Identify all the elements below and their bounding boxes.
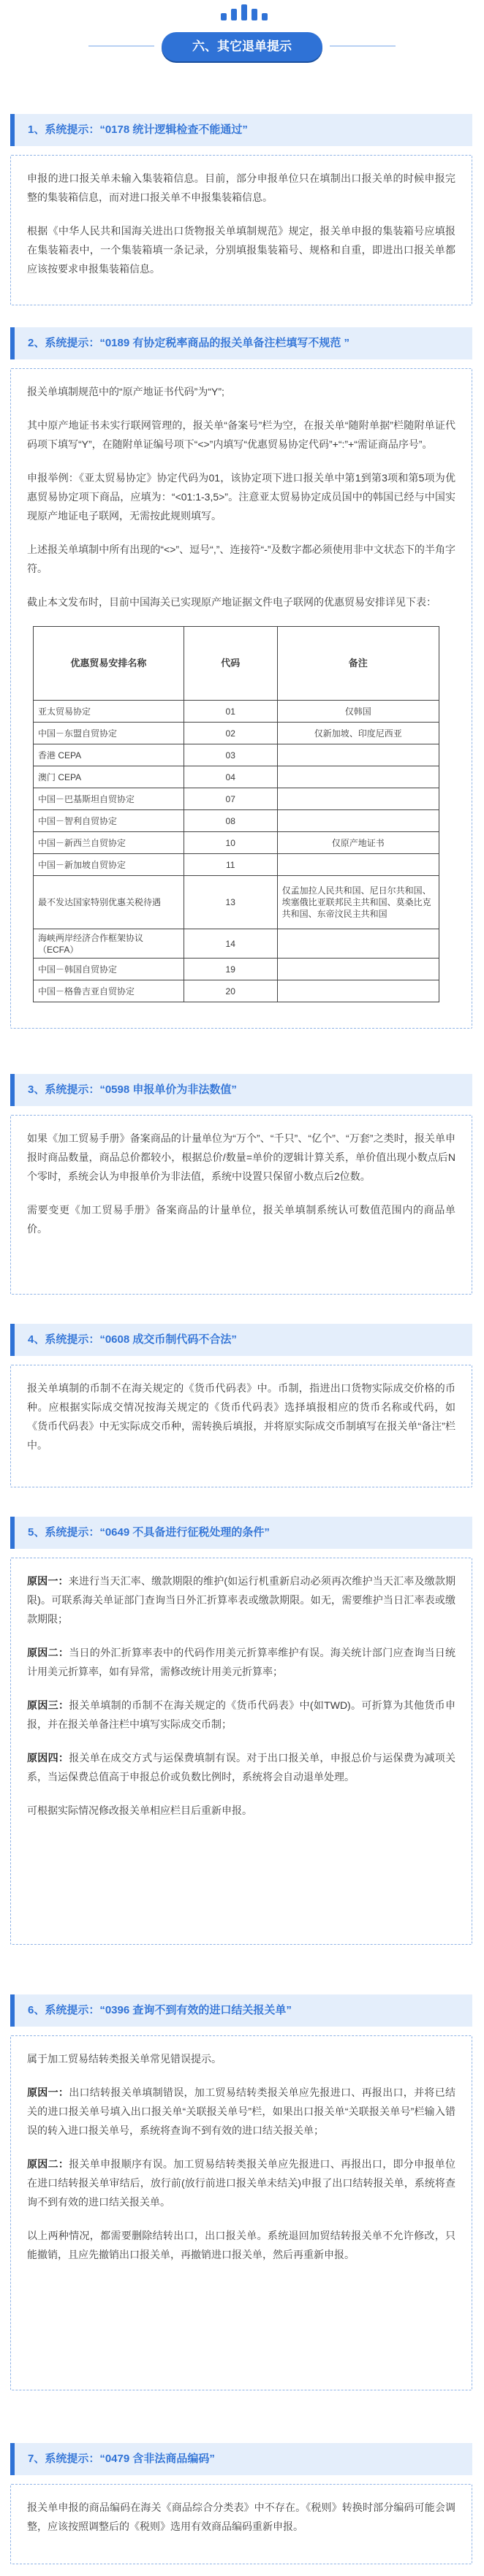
table-cell: 01 [184, 701, 277, 723]
content-box-0396 [10, 2035, 472, 2390]
content-box-0479 [10, 2484, 472, 2564]
reason-label: 原因三： [27, 1699, 69, 1711]
table-cell [277, 766, 439, 788]
reason-text: 当日的外汇折算率表中的代码作用美元折算率维护有误。海关统计部门应查询当日统计用美元折算率，如有异常，需修改统计用美元折算率； [27, 1647, 456, 1677]
paragraph: 可根据实际情况修改报关单相应栏目后重新申报。 [27, 1805, 252, 1816]
heading-0396: 6、系统提示：“0396 查询不到有效的进口结关报关单” [10, 1994, 472, 2027]
content-box-0598 [10, 1115, 472, 1295]
table-row [34, 980, 439, 1002]
table-cell [277, 854, 439, 876]
paragraph [27, 2083, 455, 2140]
table-cell: 亚太贸易协定 [34, 701, 184, 723]
paragraph: 上述报关单填制中所有出现的“<>”、逗号“,”、连接符“-”及数字都必须使用非中文状态下的半角字符。 [27, 544, 455, 574]
table-row [34, 701, 439, 723]
table-row [34, 959, 439, 980]
heading-0608: 4、系统提示：“0608 成交币制代码不合法” [10, 1324, 472, 1356]
paragraph: 申报的进口报关单未输入集装箱信息。目前，部分申报单位只在填制出口报关单的时候申报完整的集装箱信息，而对进口报关单不申报集装箱信息。 [27, 172, 455, 203]
table-cell: 仅新加坡、印度尼西亚 [277, 723, 439, 744]
reason-text: 来进行当天汇率、缴款期限的维护(如运行机重新启动必须再次维护当天汇率及缴款期限)。可联系海关单证部门查询当日外汇折算率表或缴款期限。如无，需要维护当日汇率表或缴款期限； [27, 1575, 455, 1625]
table-cell: 中国－新西兰自贸协定 [34, 832, 184, 854]
paragraph: 其中原产地证书未实行联网管理的，报关单“备案号”栏为空，在报关单“随附单据”栏随附单证代码项下填写“Y”，在随附单证编号项下“<>”内填写“优惠贸易协定代码”+“:”+“需证商品序号”。 [27, 419, 455, 450]
paragraph [27, 1571, 455, 1628]
table-cell: 10 [184, 832, 277, 854]
table-row [34, 832, 439, 854]
table-row [34, 876, 439, 929]
paragraph: 以上两种情况，都需要删除结转出口，出口报关单。系统退回加贸结转报关单不允许修改，只能撤销，且应先撤销出口报关单，再撤销进口报关单，然后再重新申报。 [27, 2230, 455, 2260]
table-cell [277, 980, 439, 1002]
paragraph [27, 1643, 455, 1681]
table-row [34, 744, 439, 766]
content-box-0178 [10, 155, 472, 305]
table-cell [277, 810, 439, 832]
paragraph: 如果《加工贸易手册》备案商品的计量单位为“万个”、“千只”、“亿个”、“万套”之类时，报关单申报时商品数量，商品总价都较小，根据总价/数量=单价的逻辑计算关系，单价值出现小数点后N个零时，系统会认为申报单价为非法值，系统中设置只保留小数点后2位数。 [27, 1132, 455, 1182]
heading-0479: 7、系统提示：“0479 含非法商品编码” [10, 2443, 472, 2475]
table-cell [277, 929, 439, 959]
reason-label: 原因一： [27, 1575, 69, 1587]
table-cell: 香港 CEPA [34, 744, 184, 766]
content-box-0189 [10, 368, 472, 1029]
preferential-trade-table [33, 626, 439, 1002]
table-cell: 最不发达国家特别优惠关税待遇 [34, 876, 184, 929]
table-row [34, 810, 439, 832]
paragraph: 报关单填制规范中的“原产地证书代码”为“Y”; [27, 386, 224, 397]
table-header: 代码 [184, 627, 277, 701]
reason-text: 报关单申报顺序有误。加工贸易结转类报关单应先报进口、再报出口，即分申报单位在进口结转报关单审结后，放行前(放行前进口报关单未结关)申报了出口结转报关单，系统将查询不到有效的进口结关报关单。 [27, 2158, 456, 2208]
table-cell: 08 [184, 810, 277, 832]
table-row [34, 854, 439, 876]
reason-text: 报关单填制的币制不在海关规定的《货币代码表》中(如TWD)。可折算为其他货币申报，并在报关单备注栏中填写实际成交币制； [27, 1699, 455, 1730]
paragraph [27, 1748, 455, 1786]
paragraph: 属于加工贸易结转类报关单常见错误提示。 [27, 2053, 222, 2065]
table-cell: 中国－韩国自贸协定 [34, 959, 184, 980]
paragraph [27, 2154, 455, 2211]
content-box-0608 [10, 1365, 472, 1487]
table-row [34, 929, 439, 959]
paragraph [27, 1696, 455, 1734]
reason-label: 原因二： [27, 2158, 69, 2170]
table-cell: 中国－格鲁吉亚自贸协定 [34, 980, 184, 1002]
table-cell [277, 744, 439, 766]
heading-0178: 1、系统提示：“0178 统计逻辑检查不能通过” [10, 114, 472, 146]
table-cell: 中国－智利自贸协定 [34, 810, 184, 832]
heading-0649: 5、系统提示：“0649 不具备进行征税处理的条件” [10, 1517, 472, 1549]
reason-label: 原因四： [27, 1752, 69, 1764]
content-box-0649 [10, 1558, 472, 1945]
table-cell: 14 [184, 929, 277, 959]
table-cell: 11 [184, 854, 277, 876]
reason-label: 原因二： [27, 1647, 69, 1658]
table-cell [277, 959, 439, 980]
section-title: 六、其它退单提示 [162, 32, 322, 61]
reason-label: 原因一： [27, 2087, 69, 2098]
table-cell: 仅原产地证书 [277, 832, 439, 854]
heading-0598: 3、系统提示：“0598 申报单价为非法数值” [10, 1074, 472, 1106]
table-cell: 03 [184, 744, 277, 766]
reason-text: 出口结转报关单填制错误，加工贸易结转类报关单应先报进口、再报出口，并将已结关的进口报关单号填入出口报关单“关联报关单号”栏，如果出口报关单“关联报关单号”栏输入错误的转入进口报关单号，系统将查询不到有效的进口结关报关单； [27, 2087, 456, 2136]
paragraph: 报关单申报的商品编码在海关《商品综合分类表》中不存在。《税则》转换时部分编码可能会调整，应该按照调整后的《税则》选用有效商品编码重新申报。 [27, 2501, 455, 2532]
table-cell: 02 [184, 723, 277, 744]
heading-0189: 2、系统提示：“0189 有协定税率商品的报关单备注栏填写不规范 ” [10, 327, 472, 359]
table-cell: 07 [184, 788, 277, 810]
table-cell: 仅孟加拉人民共和国、尼日尔共和国、埃塞俄比亚联邦民主共和国、莫桑比克共和国、东帝汶民主共和国 [277, 876, 439, 929]
paragraph: 申报举例：《亚太贸易协定》协定代码为01，该协定项下进口报关单中第1到第3项和第5项为优惠贸易协定项下商品，应填为：“<01:1-3,5>”。注意亚太贸易协定成员国中的韩国已经与中国实现原产地证电子联网，无需按此规则填写。 [27, 472, 455, 522]
reason-text: 报关单在成交方式与运保费填制有误。对于出口报关单，申报总价与运保费为减项关系，当运保费总值高于申报总价或负数比例时，系统将会自动退单处理。 [27, 1752, 456, 1783]
table-cell: 中国－巴基斯坦自贸协定 [34, 788, 184, 810]
table-cell: 中国－新加坡自贸协定 [34, 854, 184, 876]
table-cell: 澳门 CEPA [34, 766, 184, 788]
table-cell: 仅韩国 [277, 701, 439, 723]
table-cell: 海峡两岸经济合作框架协议（ECFA） [34, 929, 184, 959]
table-cell: 04 [184, 766, 277, 788]
table-cell: 19 [184, 959, 277, 980]
title-decoration-icon [221, 4, 268, 20]
table-row [34, 766, 439, 788]
table-cell: 20 [184, 980, 277, 1002]
paragraph: 报关单填制的币制不在海关规定的《货币代码表》中。币制，指进出口货物实际成交价格的币种。应根据实际成交情况按海关规定的《货币代码表》选择填报相应的货币名称或代码，如《货币代码表》中无实际成交币种，需转换后填报，并将原实际成交币制填写在报关单“备注”栏中。 [27, 1382, 455, 1451]
table-row [34, 788, 439, 810]
table-row [34, 723, 439, 744]
paragraph: 需要变更《加工贸易手册》备案商品的计量单位，报关单填制系统认可数值范围内的商品单价。 [27, 1204, 455, 1235]
table-header: 备注 [277, 627, 439, 701]
table-cell: 中国－东盟自贸协定 [34, 723, 184, 744]
table-cell [277, 788, 439, 810]
table-cell: 13 [184, 876, 277, 929]
paragraph: 截止本文发布时，目前中国海关已实现原产地证据文件电子联网的优惠贸易安排详见下表： [27, 596, 436, 608]
table-header: 优惠贸易安排名称 [34, 627, 184, 701]
paragraph: 根据《中华人民共和国海关进出口货物报关单填制规范》规定，报关单申报的集装箱号应填报在集装箱表中，一个集装箱填一条记录，分别填报集装箱号、规格和自重，即进出口报关单都应该按要求申报集装箱信息。 [27, 225, 455, 275]
